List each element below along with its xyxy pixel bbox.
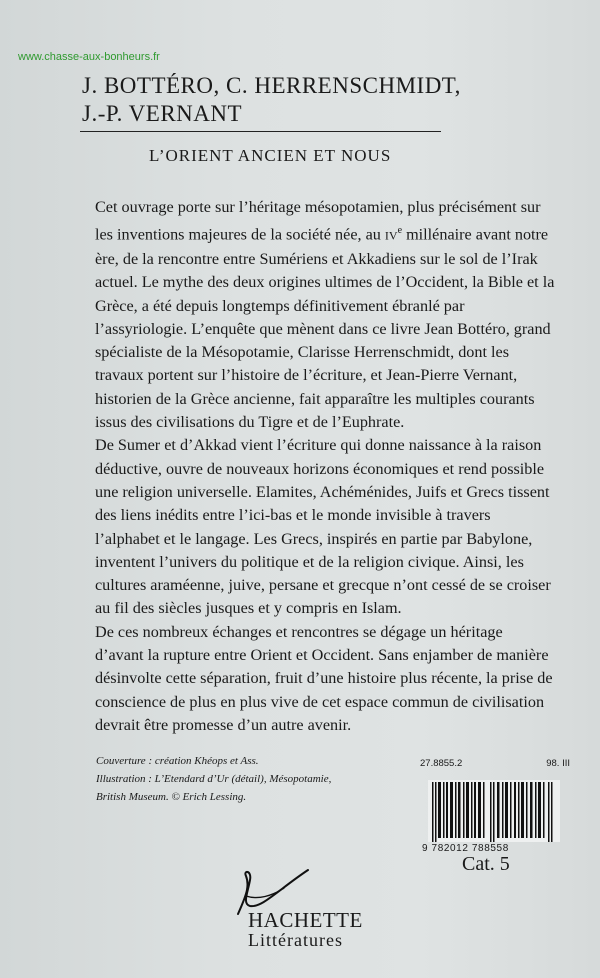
blurb-p1-century: IV <box>384 228 398 243</box>
watermark-link[interactable]: www.chasse-aux-bonheurs.fr <box>18 51 160 63</box>
credits-line-2: Illustration : L’Etendard d’Ur (détail), Mésopotamie, <box>96 773 332 785</box>
publisher-name: HACHETTE <box>248 908 363 932</box>
publisher-imprint: Littératures <box>248 930 343 950</box>
blurb-paragraph-1 <box>95 196 555 434</box>
barcode-icon <box>428 780 560 842</box>
book-title: L’ORIENT ANCIEN ET NOUS <box>149 146 392 165</box>
title-divider <box>80 131 441 132</box>
blurb-p1-start: Cet ouvrage porte sur l’héritage mésopotamien, plus précisément sur les inventions majeures de la société née, au <box>95 198 541 244</box>
product-code-right: 98. III <box>546 758 570 769</box>
blurb <box>95 196 555 737</box>
authors-line-2: J.-P. VERNANT <box>82 101 243 126</box>
blurb-paragraph-3: De ces nombreux échanges et rencontres se dégage un héritage d’avant la rupture entre Orient et Occident. Sans enjamber de manière désinvolte cette séparation, fruit d’une histoire plus récente, la prise de conscience de plus en plus vive de cet espace commun de civilisation devrait être promesse d’un autre avenir. <box>95 622 553 734</box>
authors-line-1: J. BOTTÉRO, C. HERRENSCHMIDT, <box>82 73 461 98</box>
cover-credits <box>96 752 356 806</box>
credits-line-1: Couverture : création Khéops et Ass. <box>96 755 259 767</box>
product-codes <box>420 758 570 769</box>
authors <box>82 72 552 128</box>
barcode-area <box>420 758 570 854</box>
publisher <box>248 908 448 951</box>
credits-line-3: British Museum. © Erich Lessing. <box>96 791 247 803</box>
barcode-digits: 9 782012 788558 <box>422 843 509 854</box>
product-code-left: 27.8855.2 <box>420 758 463 769</box>
blurb-p1-sup: e <box>397 225 403 237</box>
category-label: Cat. 5 <box>462 853 510 875</box>
blurb-p1-end: millénaire avant notre ère, de la rencontre entre Sumériens et Akkadiens sur le sol de l’Irak actuel. Le mythe des deux origines ultimes de l’Occident, la Bible et la Grèce, a été depuis longtemps définitivement ébranlé par l’assyriologie. L’enquête que mènent dans ce livre Jean Bottéro, grand spécialiste de la Mésopotamie, Clarisse Herrenschmidt, dont les travaux portent sur l’histoire de l’écriture, et Jean-Pierre Vernant, historien de la Grèce ancienne, fait apparaître les multiples courants issus des civilisations du Tigre et de l’Euphrate. <box>95 225 555 432</box>
blurb-paragraph-2: De Sumer et d’Akkad vient l’écriture qui donne naissance à la raison déductive, ouvre de nouveaux horizons économiques et rend possible une religion universelle. Elamites, Achéménides, Juifs et Grecs tissent des liens inédits entre l’ici-bas et le monde invisible à travers l’alphabet et le langage. Les Grecs, inspirés en partie par Babylone, inventent l’univers du politique et de la religion civique. Ainsi, les cultures araméenne, juive, persane et grecque n’ont cessé de se croiser au fil des siècles jusques et y compris en Islam. <box>95 436 551 618</box>
